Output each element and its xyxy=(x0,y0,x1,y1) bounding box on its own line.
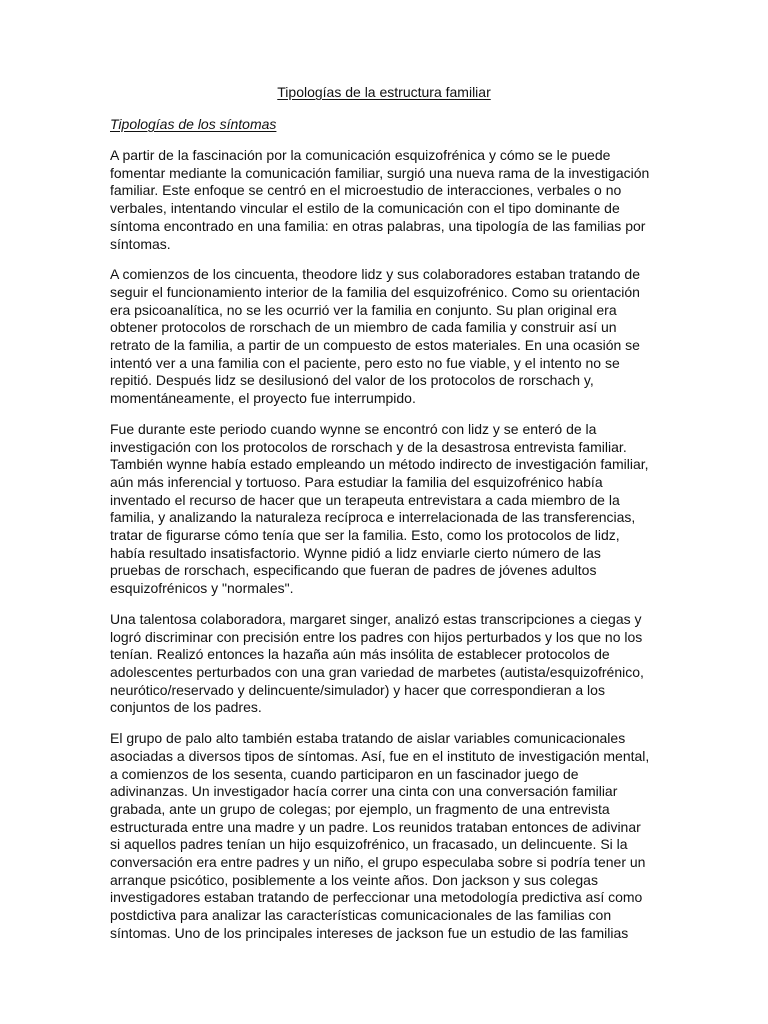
paragraph-line: neurótico/reservado y delincuente/simulador) y hacer que correspondieran a los xyxy=(110,681,605,698)
paragraph-line: fomentar mediante la comunicación familiar, surgió una nueva rama de la investigación xyxy=(110,164,650,181)
paragraph-line: inventado el recurso de hacer que un terapeuta entrevistara a cada miembro de la xyxy=(110,491,620,508)
paragraph-line: era psicoanalítica, no se les ocurrió ver la familia en conjunto. Su plan original era xyxy=(110,301,617,318)
paragraph-line: obtener protocolos de rorschach de un miembro de cada familia y construir así un xyxy=(110,319,617,336)
paragraph-line: Una talentosa colaboradora, margaret singer, analizó estas transcripciones a ciegas y xyxy=(110,610,642,627)
paragraph-line: adivinanzas. Un investigador hacía correr una cinta con una conversación familiar xyxy=(110,783,618,800)
paragraph-line: esquizofrénicos y "normales". xyxy=(110,580,294,597)
paragraph-line: A comienzos de los cincuenta, theodore lidz y sus colaboradores estaban tratando de xyxy=(110,266,640,283)
paragraph-line: síntomas. xyxy=(110,235,171,252)
paragraph-line: aún más inferencial y tortuoso. Para estudiar la familia del esquizofrénico había xyxy=(110,473,603,490)
paragraph-line: verbales, intentando vincular el estilo de la comunicación con el tipo dominante de xyxy=(110,200,620,217)
paragraph-line: si aquellos padres tenían un hijo esquizofrénico, un fracasado, un delincuente. Si la xyxy=(110,836,628,853)
paragraph-line: También wynne había estado empleando un método indirecto de investigación familiar, xyxy=(110,456,649,473)
paragraph-line: síntoma encontrado en una familia: en otras palabras, una tipología de las familias por xyxy=(110,217,646,234)
paragraph-line: logró discriminar con precisión entre los padres con hijos perturbados y los que no los xyxy=(110,628,643,645)
paragraph-line: conjuntos de los padres. xyxy=(110,699,262,716)
paragraph-line: familiar. Este enfoque se centró en el microestudio de interacciones, verbales o no xyxy=(110,182,622,199)
paragraph-line: postdictiva para analizar las características comunicacionales de las familias con xyxy=(110,907,612,924)
document-page xyxy=(110,84,658,956)
paragraph-line: seguir el funcionamiento interior de la familia del esquizofrénico. Como su orientación xyxy=(110,283,640,300)
paragraph-line: tratar de figurarse cómo tenía que ser la familia. Esto, como los protocolos de lidz, xyxy=(110,527,620,544)
paragraph-line: Fue durante este periodo cuando wynne se encontró con lidz y se enteró de la xyxy=(110,420,597,437)
paragraph-line: investigadores estaban tratando de perfeccionar una metodología predictiva así como xyxy=(110,889,643,906)
paragraph-line: A partir de la fascinación por la comunicación esquizofrénica y cómo se le puede xyxy=(110,147,611,163)
paragraph xyxy=(110,730,658,942)
document-body xyxy=(110,147,658,943)
document-title: Tipologías de la estructura familiar xyxy=(277,84,491,100)
paragraph-line: estructurada entre una madre y un padre. Los reunidos trataban entonces de adivinar xyxy=(110,818,641,835)
paragraph-line: asociadas a diversos tipos de síntomas. Así, fue en el instituto de investigación mental, xyxy=(110,747,650,764)
paragraph-line: repitió. Después lidz se desilusionó del valor de los protocolos de rorschach y, xyxy=(110,372,594,389)
paragraph xyxy=(110,421,658,598)
paragraph-line: investigación con los protocolos de rorschach y de la desastrosa entrevista familiar. xyxy=(110,438,627,455)
paragraph-line: arranque psicótico, posiblemente a los veinte años. Don jackson y sus colegas xyxy=(110,871,598,888)
paragraph-line: había resultado insatisfactorio. Wynne pidió a lidz enviarle cierto número de las xyxy=(110,544,601,561)
paragraph-line: intentó ver a una familia con el paciente, pero esto no fue viable, y el intento no se xyxy=(110,354,620,371)
paragraph-line: síntomas. Uno de los principales intereses de jackson fue un estudio de las familias xyxy=(110,924,629,941)
paragraph-line: familia, y analizando la naturaleza recíproca e interrelacionada de las transferencias, xyxy=(110,509,636,526)
paragraph-line: retrato de la familia, a partir de un compuesto de estos materiales. En una ocasión se xyxy=(110,337,640,354)
paragraph-line: El grupo de palo alto también estaba tratando de aislar variables comunicacionales xyxy=(110,730,626,747)
paragraph xyxy=(110,147,658,253)
paragraph-line: grabada, ante un grupo de colegas; por ejemplo, un fragmento de una entrevista xyxy=(110,800,610,817)
paragraph-line: pruebas de rorschach, especificando que fueran de padres de jóvenes adultos xyxy=(110,562,597,579)
paragraph-line: a comienzos de los sesenta, cuando participaron en un fascinador juego de xyxy=(110,765,579,782)
paragraph-line: conversación era entre padres y un niño, el grupo especulaba sobre si podría tener un xyxy=(110,854,646,871)
paragraph-line: tenían. Realizó entonces la hazaña aún más insólita de establecer protocolos de xyxy=(110,646,610,663)
paragraph-line: momentáneamente, el proyecto fue interrumpido. xyxy=(110,390,416,407)
paragraph xyxy=(110,266,658,408)
paragraph xyxy=(110,611,658,717)
section-heading: Tipologías de los síntomas xyxy=(110,116,277,132)
paragraph-line: adolescentes perturbados con una gran variedad de marbetes (autista/esquizofrénico, xyxy=(110,663,644,680)
